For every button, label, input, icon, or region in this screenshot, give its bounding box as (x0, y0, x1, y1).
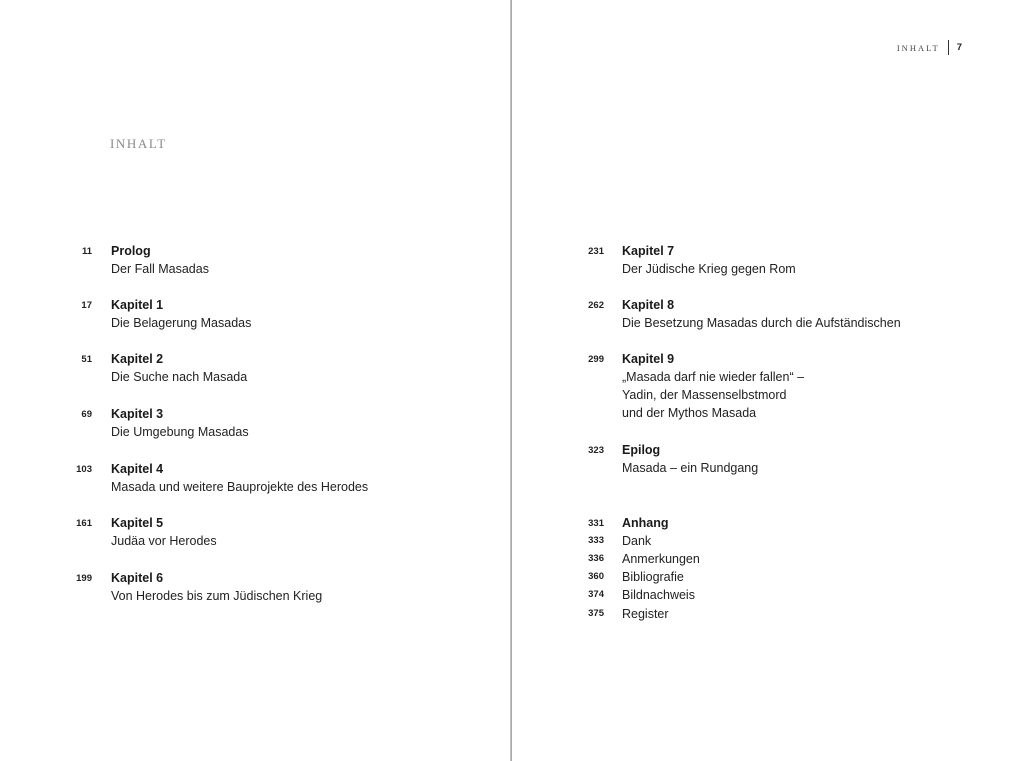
appendix-item-label: Anmerkungen (622, 552, 700, 566)
entry-subtitle: und der Mythos Masada (622, 406, 757, 421)
entry-page-number: 331 (588, 518, 604, 529)
toc-heading: INHALT (110, 136, 167, 151)
entry-title: Prolog (111, 244, 151, 258)
entry-page-number: 336 (588, 553, 604, 564)
entry-subtitle: Der Jüdische Krieg gegen Rom (622, 262, 796, 276)
entry-page-number: 199 (76, 573, 92, 584)
entry-subtitle: Yadin, der Massenselbstmord (622, 388, 787, 403)
entry-page-number: 323 (588, 445, 604, 456)
entry-subtitle: Die Belagerung Masadas (111, 316, 252, 330)
entry-title: Kapitel 8 (622, 298, 675, 312)
entry-subtitle: Judäa vor Herodes (111, 534, 217, 548)
running-head-divider (948, 40, 949, 55)
entry-page-number: 299 (588, 354, 604, 365)
entry-title: Kapitel 7 (622, 244, 675, 258)
entry-title: Kapitel 1 (111, 298, 164, 312)
entry-title: Epilog (622, 443, 661, 457)
entry-page-number: 51 (81, 354, 92, 365)
entry-subtitle: Die Umgebung Masadas (111, 425, 249, 439)
running-head (897, 40, 962, 55)
entry-subtitle: Masada und weitere Bauprojekte des Herodes (111, 480, 369, 494)
entry-title: Kapitel 5 (111, 516, 164, 530)
appendix-item-label: Bildnachweis (622, 588, 695, 602)
appendix-item-label: Bibliografie (622, 570, 684, 584)
entry-page-number: 11 (81, 246, 92, 257)
entry-subtitle: Von Herodes bis zum Jüdischen Krieg (111, 589, 323, 603)
running-head-title: INHALT (896, 42, 940, 53)
appendix-title: Anhang (622, 516, 669, 530)
entry-subtitle: Der Fall Masadas (111, 262, 209, 276)
entry-page-number: 333 (588, 535, 604, 546)
entry-page-number: 103 (76, 464, 92, 475)
entry-page-number: 161 (76, 518, 92, 529)
entry-title: Kapitel 2 (111, 352, 164, 366)
entry-page-number: 262 (588, 300, 604, 311)
entry-title: Kapitel 6 (111, 571, 164, 585)
entry-page-number: 69 (81, 409, 92, 420)
entry-subtitle: Die Besetzung Masadas durch die Aufständischen (622, 316, 901, 330)
entry-title: Kapitel 3 (111, 407, 164, 421)
entry-subtitle: „Masada darf nie wieder fallen“ – (622, 370, 805, 384)
entry-page-number: 360 (588, 571, 604, 582)
entry-page-number: 375 (588, 608, 604, 619)
entry-title: Kapitel 9 (622, 352, 675, 366)
entry-title: Kapitel 4 (111, 462, 164, 476)
entry-page-number: 231 (588, 246, 604, 257)
entry-subtitle: Die Suche nach Masada (111, 370, 248, 384)
right-page (512, 0, 1020, 761)
appendix-item-label: Register (622, 607, 669, 621)
entry-page-number: 17 (81, 300, 92, 311)
entry-page-number: 374 (588, 589, 604, 600)
appendix-item-label: Dank (622, 534, 652, 548)
page-number: 7 (956, 42, 962, 53)
entry-subtitle: Masada – ein Rundgang (622, 461, 759, 475)
